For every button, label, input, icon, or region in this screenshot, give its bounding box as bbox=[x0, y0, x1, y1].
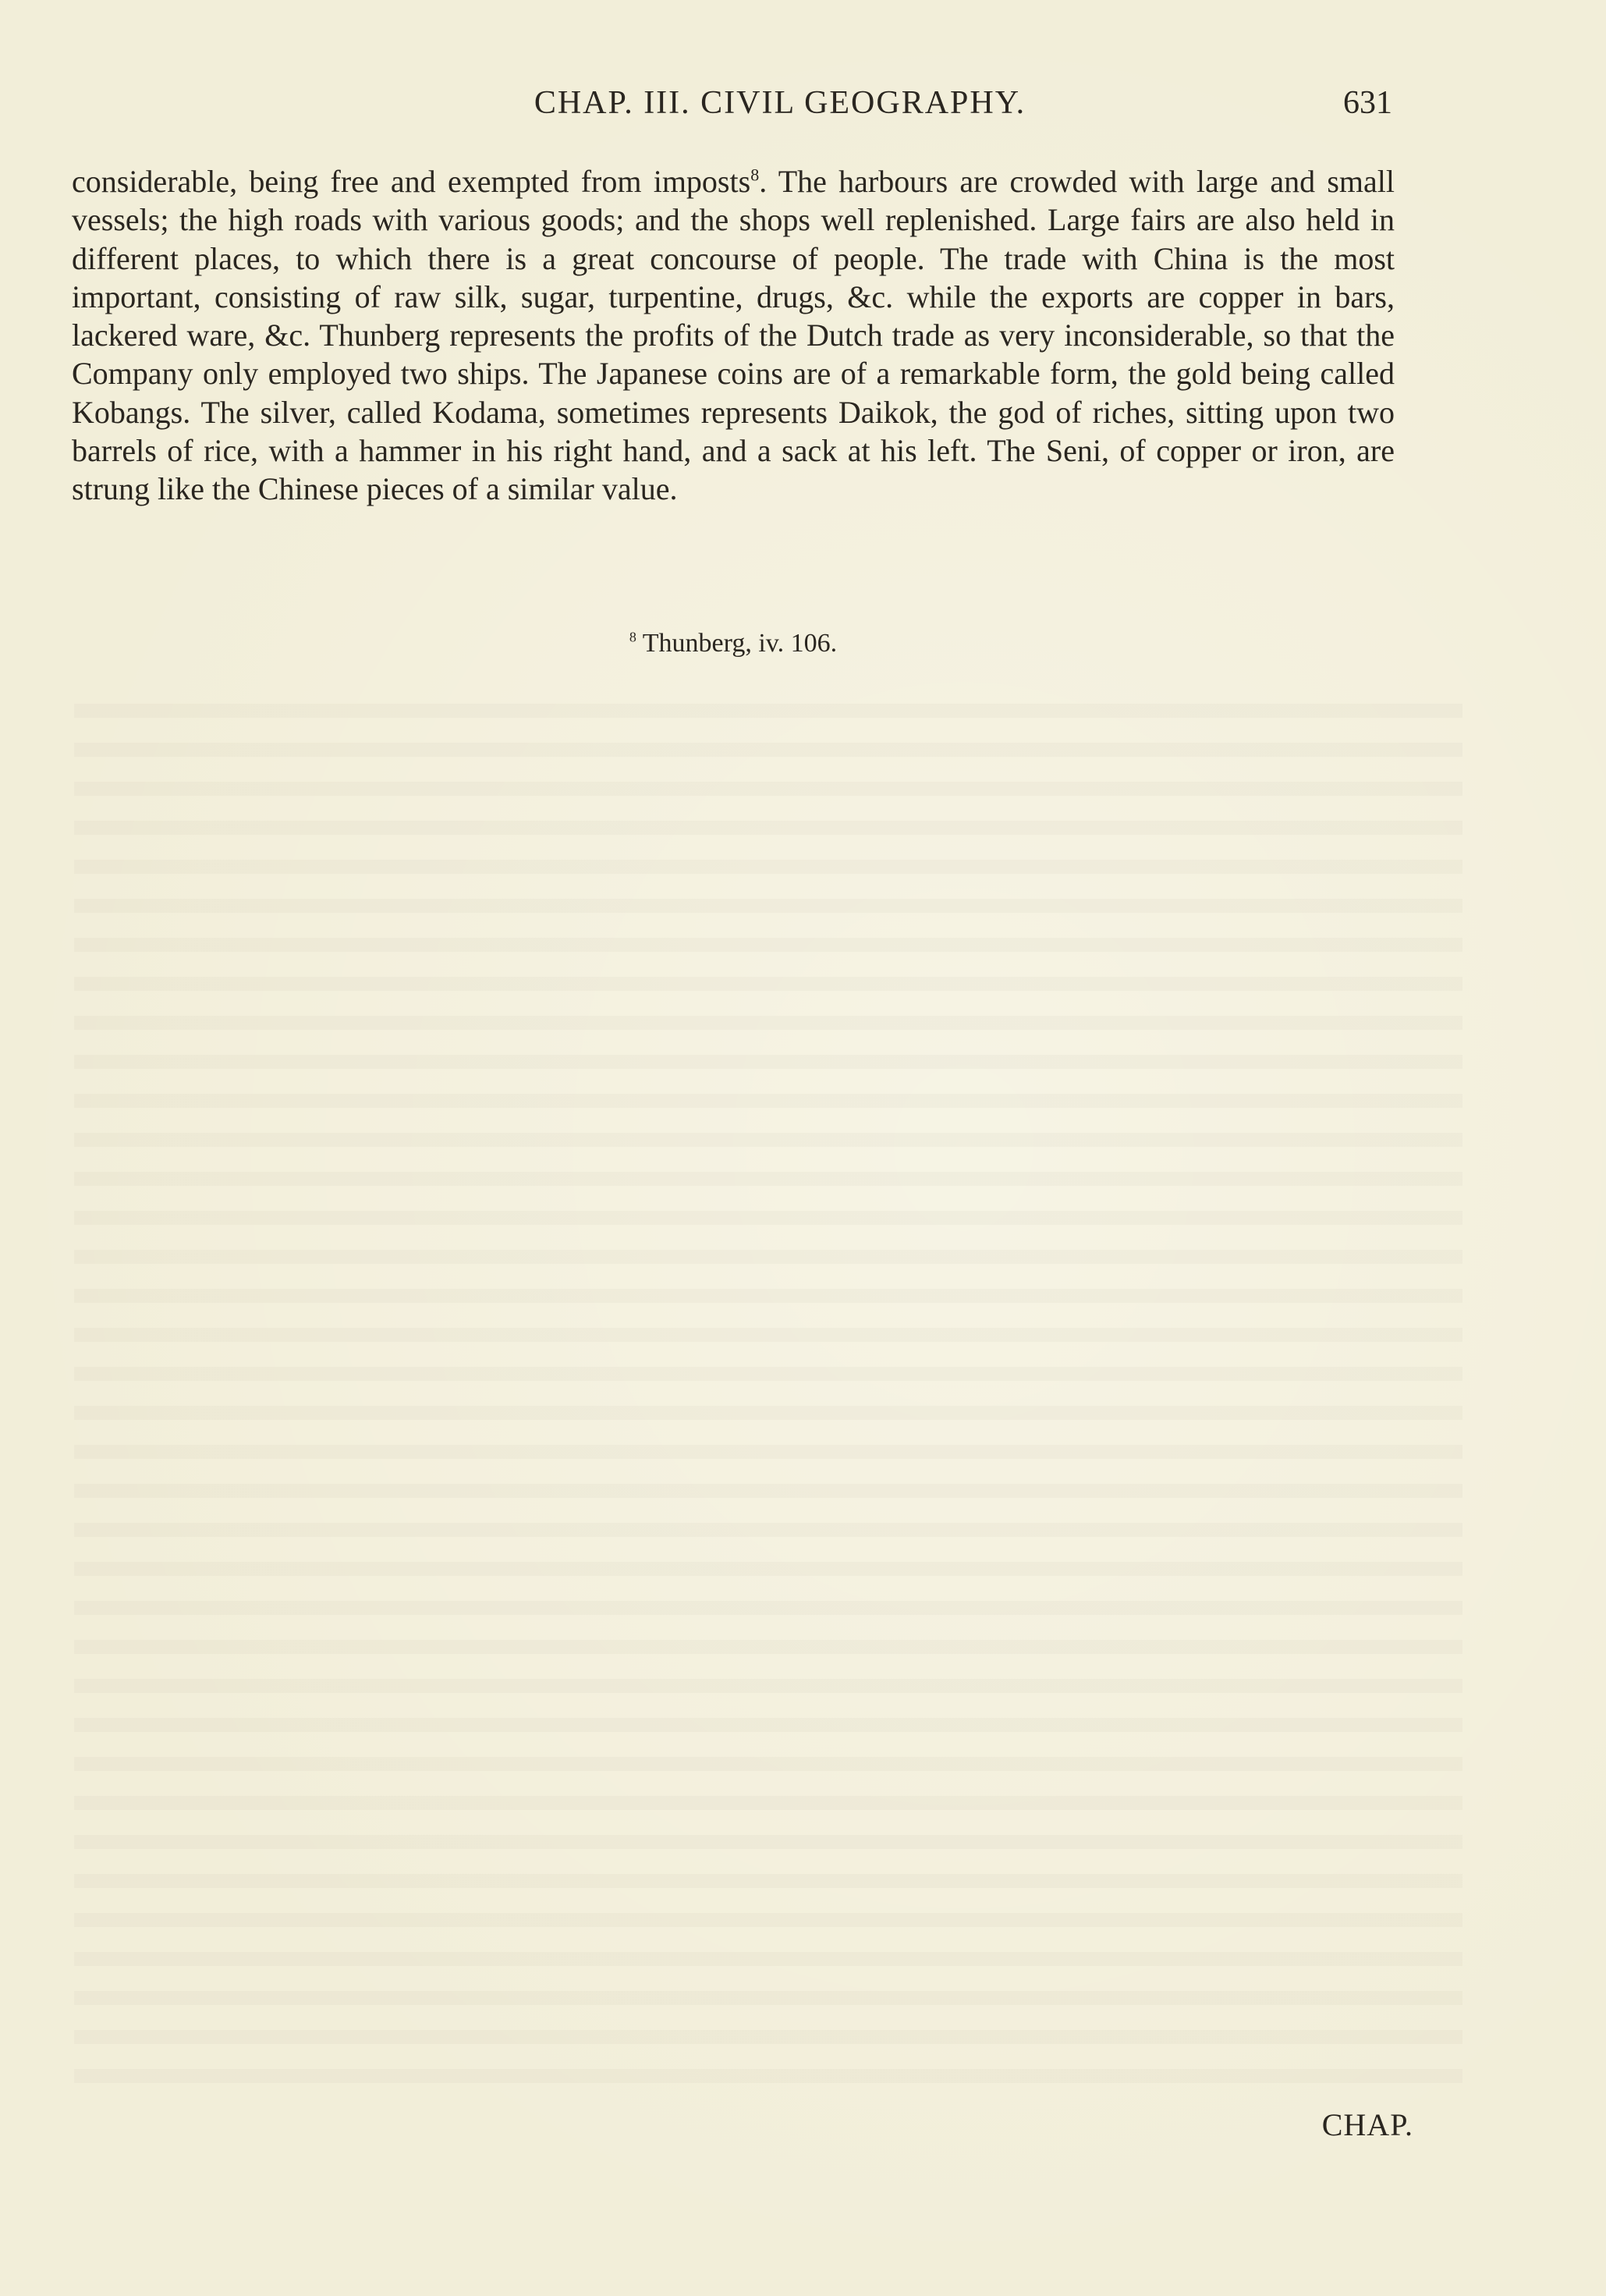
footnote-text: Thunberg, iv. 106. bbox=[642, 629, 838, 658]
catchword: CHAP. bbox=[1321, 2107, 1413, 2142]
body-paragraph bbox=[72, 162, 1395, 509]
body-text-part-2: . The harbours are crowded with large and small vessels; the high roads with various goods; and the shops well replenished. Large fairs are also held in different places, to which there is a great concourse of people. The trade with China is the most important, consisting of raw silk, sugar, turpentine, drugs, &c. while the exports are copper in bars, lackered ware, &c. Thunberg represents the profits of the Dutch trade as very inconsiderable, so that the Company only employed two ships. The Japanese coins are of a remarkable form, the gold being called Kobangs. The silver, called Kodama, sometimes represents Daikok, the god of riches, sitting upon two barrels of rice, with a hammer in his right hand, and a sack at his left. The Seni, of copper or iron, are strung like the Chinese pieces of a similar value. bbox=[72, 164, 1395, 507]
running-head bbox=[74, 84, 1392, 131]
show-through-background bbox=[74, 687, 1462, 2091]
footnote-reference: 8 bbox=[750, 165, 760, 185]
body-text-part-1: considerable, being free and exempted from imposts bbox=[72, 164, 751, 199]
footnote bbox=[0, 629, 1466, 658]
running-title: CHAP. III. CIVIL GEOGRAPHY. bbox=[534, 85, 1026, 121]
page-number: 631 bbox=[1343, 85, 1392, 121]
footnote-mark: 8 bbox=[629, 629, 636, 645]
